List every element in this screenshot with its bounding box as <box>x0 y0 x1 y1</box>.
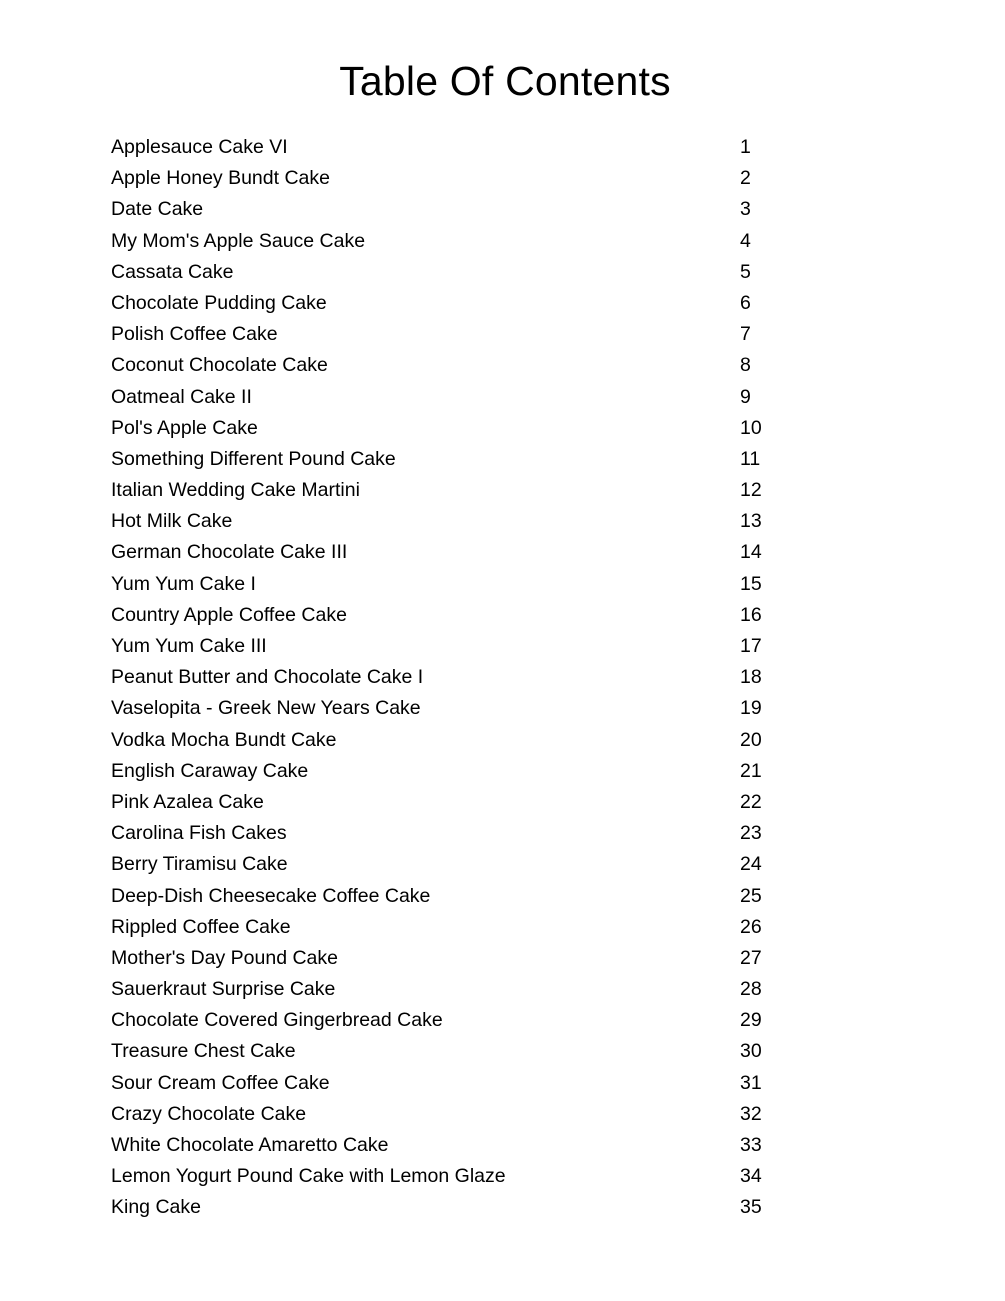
toc-entry-title: Polish Coffee Cake <box>111 323 278 346</box>
toc-entry-title: Vodka Mocha Bundt Cake <box>111 728 337 751</box>
toc-entry-title: Crazy Chocolate Cake <box>111 1102 307 1125</box>
toc-entry-page-number: 11 <box>740 447 761 470</box>
toc-entry[interactable] <box>111 413 791 444</box>
toc-entry-title: Date Cake <box>111 198 204 221</box>
toc-entry[interactable] <box>111 444 791 475</box>
toc-entry[interactable] <box>111 1161 791 1192</box>
toc-entry[interactable] <box>111 943 791 974</box>
toc-entry-page-number: 21 <box>740 759 762 782</box>
toc-entry-page-number: 35 <box>740 1196 762 1219</box>
toc-entry-title: Something Different Pound Cake <box>111 447 396 470</box>
toc-entry[interactable] <box>111 382 791 413</box>
toc-entry[interactable] <box>111 849 791 880</box>
toc-entry-page-number: 8 <box>740 354 751 377</box>
toc-entry-title: Mother's Day Pound Cake <box>111 946 339 969</box>
toc-entry-page-number: 29 <box>740 1009 762 1032</box>
toc-entry-page-number: 15 <box>740 572 762 595</box>
toc-entry[interactable] <box>111 787 791 818</box>
toc-entry-title: White Chocolate Amaretto Cake <box>111 1134 389 1156</box>
toc-entry-title: Pol's Apple Cake <box>111 416 258 439</box>
toc-entry-title: Yum Yum Cake III <box>111 635 267 657</box>
toc-entry-title: Coconut Chocolate Cake <box>111 354 328 377</box>
toc-entry-page-number: 33 <box>740 1134 762 1156</box>
toc-entry-page-number: 27 <box>740 946 762 969</box>
toc-entry[interactable] <box>111 631 791 662</box>
toc-entry[interactable] <box>111 194 791 225</box>
toc-entry[interactable] <box>111 537 791 568</box>
toc-entry-page-number: 16 <box>740 603 762 626</box>
toc-entry-title: King Cake <box>111 1196 201 1219</box>
toc-entry-page-number: 12 <box>740 479 762 502</box>
toc-entry[interactable] <box>111 1130 791 1161</box>
toc-entry-page-number: 25 <box>740 884 762 907</box>
toc-entry[interactable] <box>111 974 791 1005</box>
toc-entry[interactable] <box>111 350 791 381</box>
toc-entry[interactable] <box>111 662 791 693</box>
toc-entry[interactable] <box>111 1068 791 1099</box>
toc-entry-title: Berry Tiramisu Cake <box>111 853 288 876</box>
toc-entry-page-number: 32 <box>740 1102 762 1125</box>
toc-entry-page-number: 14 <box>740 541 762 564</box>
toc-entry-page-number: 7 <box>740 323 751 346</box>
toc-entry[interactable] <box>111 569 791 600</box>
toc-entry-page-number: 1 <box>740 136 751 158</box>
toc-entry-page-number: 26 <box>740 915 762 938</box>
toc-entry-page-number: 13 <box>740 510 762 533</box>
toc-entry-page-number: 10 <box>740 416 762 439</box>
toc-entry-title: German Chocolate Cake III <box>111 541 348 564</box>
toc-entry-page-number: 28 <box>740 978 762 1001</box>
toc-entry-page-number: 24 <box>740 853 762 876</box>
toc-entry[interactable] <box>111 257 791 288</box>
toc-entry-page-number: 5 <box>740 260 751 283</box>
toc-entry-title: Peanut Butter and Chocolate Cake I <box>111 666 424 689</box>
table-of-contents <box>111 132 791 1224</box>
toc-entry-title: Cassata Cake <box>111 260 234 283</box>
toc-entry[interactable] <box>111 226 791 257</box>
toc-entry[interactable] <box>111 818 791 849</box>
toc-entry[interactable] <box>111 600 791 631</box>
toc-entry-title: Country Apple Coffee Cake <box>111 603 347 626</box>
toc-entry-title: Treasure Chest Cake <box>111 1040 296 1063</box>
toc-entry[interactable] <box>111 725 791 756</box>
toc-entry-title: Oatmeal Cake II <box>111 385 252 408</box>
toc-entry-title: Deep-Dish Cheesecake Coffee Cake <box>111 884 431 907</box>
toc-entry-page-number: 9 <box>740 385 751 408</box>
toc-entry-title: Sour Cream Coffee Cake <box>111 1071 330 1094</box>
toc-entry-page-number: 22 <box>740 790 762 813</box>
toc-entry-title: Rippled Coffee Cake <box>111 915 291 938</box>
toc-entry[interactable] <box>111 506 791 537</box>
toc-entry-title: Sauerkraut Surprise Cake <box>111 978 336 1001</box>
toc-entry-page-number: 34 <box>740 1165 762 1188</box>
toc-entry[interactable] <box>111 1005 791 1036</box>
toc-entry-title: Pink Azalea Cake <box>111 790 264 813</box>
toc-entry[interactable] <box>111 1036 791 1067</box>
toc-entry[interactable] <box>111 319 791 350</box>
toc-entry[interactable] <box>111 1099 791 1130</box>
toc-entry[interactable] <box>111 1192 791 1223</box>
page-title: Table Of Contents <box>339 58 671 104</box>
toc-entry-page-number: 31 <box>740 1071 762 1094</box>
toc-entry-title: Hot Milk Cake <box>111 510 233 533</box>
toc-entry[interactable] <box>111 912 791 943</box>
toc-entry-title: My Mom's Apple Sauce Cake <box>111 229 366 252</box>
toc-entry-title: Chocolate Pudding Cake <box>111 291 327 314</box>
toc-entry-title: Carolina Fish Cakes <box>111 822 287 845</box>
toc-entry-page-number: 4 <box>740 229 751 252</box>
toc-entry-title: Lemon Yogurt Pound Cake with Lemon Glaze <box>111 1165 506 1188</box>
toc-entry-page-number: 18 <box>740 666 762 689</box>
toc-entry[interactable] <box>111 163 791 194</box>
toc-entry[interactable] <box>111 756 791 787</box>
toc-entry-page-number: 17 <box>740 635 762 657</box>
toc-entry-page-number: 19 <box>740 697 762 720</box>
toc-entry-title: English Caraway Cake <box>111 759 309 782</box>
toc-entry-title: Apple Honey Bundt Cake <box>111 167 330 190</box>
toc-entry-page-number: 3 <box>740 198 751 221</box>
toc-entry-page-number: 30 <box>740 1040 762 1063</box>
toc-entry[interactable] <box>111 881 791 912</box>
toc-entry[interactable] <box>111 475 791 506</box>
toc-entry-page-number: 20 <box>740 728 762 751</box>
toc-entry[interactable] <box>111 132 791 163</box>
toc-entry-title: Italian Wedding Cake Martini <box>111 479 360 502</box>
toc-entry-page-number: 23 <box>740 822 762 845</box>
toc-entry-title: Chocolate Covered Gingerbread Cake <box>111 1009 443 1032</box>
toc-entry-page-number: 2 <box>740 167 751 190</box>
toc-entry[interactable] <box>111 288 791 319</box>
toc-entry-title: Applesauce Cake VI <box>111 136 288 158</box>
toc-entry[interactable] <box>111 693 791 724</box>
toc-entry-title: Vaselopita - Greek New Years Cake <box>111 697 421 720</box>
toc-entry-title: Yum Yum Cake I <box>111 572 256 595</box>
toc-entry-page-number: 6 <box>740 291 751 314</box>
